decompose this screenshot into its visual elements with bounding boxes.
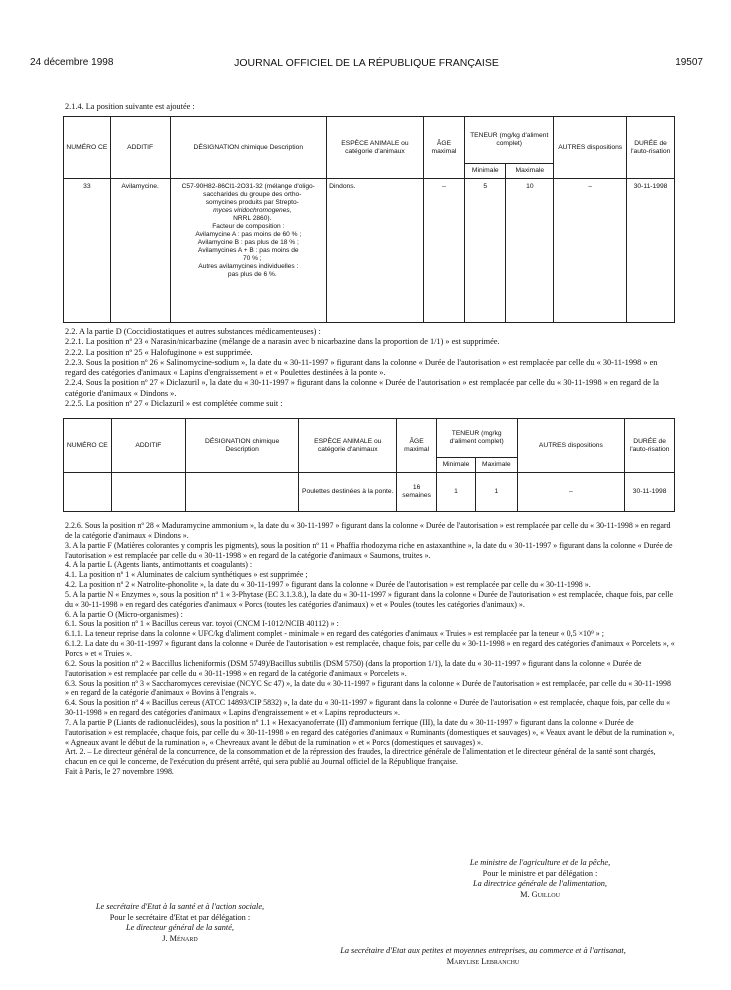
cell-min: 1 [436,473,475,512]
th-espece: ESPÈCE ANIMALE ou catégorie d'animaux [327,117,424,179]
desc-line: saccharides du groupe des ortho- [203,191,302,198]
para: 2.2.6. Sous la position nº 28 « Maduramycine ammonium », la date du « 30-11-1997 » figurant dans la colonne « Durée de l'autorisation » est remplacée par celle du « 30-11-1998 » en regard de la catégorie d'animaux « Dindons ». [65,521,671,540]
para: 6.3. Sous la position nº 3 « Saccharomyces cerevisiae (NCYC Sc 47) », la date du « 30-11-1997 » figurant dans la colonne « Durée de l'autorisation » est remplacée, par celle du « 30-11-1998 » en regard de la catégorie d'animaux « Bovins à l'engrais ». [65,678,671,698]
sig-role: La directrice générale de l'alimentation, [473,879,607,888]
para: Art. 2. – Le directeur général de la concurrence, de la consommation et de la répression des fraudes, la directrice générale de l'alimentation et le directeur général de la santé sont chargés, chacun en ce qui le concerne, de l'exécution du présent arrêté, qui sera publié au Journal officiel de la République française. [65,747,656,767]
signature-sante [40,902,320,944]
para: 4. A la partie L (Agents liants, antimottants et coagulants) : [65,560,253,570]
intro-2-1-4: 2.1.4. La position suivante est ajoutée : [65,102,195,111]
cell-espece: Dindons. [327,179,424,323]
para: 6.1.2. La date du « 30-11-1997 » figurant dans la colonne « Durée de l'autorisation » est remplacée, chaque fois, par celle du « 30-11-1998 » en regard des catégories d'animaux « Porcelets », « Porcs » et « Truies ». [65,639,675,658]
cell-autres: – [554,179,627,323]
desc-line: Avilamycines A + B : pas moins de [198,247,299,254]
para: 2.2.4. Sous la position nº 27 « Diclazuril », la date du « 30-11-1997 » figurant dans la colonne « Durée de l'autorisation » est remplacée par celle du « 30-11-1998 » en regard de la catégorie d'animaux « Dindons ». [65,378,659,398]
sig-name: M. Guillou [520,889,560,899]
th-designation: DÉSIGNATION chimique Description [186,419,299,473]
signature-pme [268,946,698,967]
sig-title: La secrétaire d'Etat aux petites et moyennes entreprises, au commerce et à l'artisanat, [340,946,626,955]
cell-designation [186,473,299,512]
th-duree: DURÉE de l'auto-risation [627,117,675,179]
table-diclazuril [63,418,675,512]
cell-duree: 30-11-1998 [625,473,675,512]
header-date: 24 décembre 1998 [30,57,114,68]
para: 6.1. Sous la position nº 1 « Bacillus cereus var. toyoi (CNCM I-1012/NCIB 40112) » : [65,619,339,629]
th-numero: NUMÉRO CE [64,117,111,179]
desc-line: Avilamycine B : pas plus de 18 % ; [197,239,299,246]
para: 6. A la partie O (Micro-organismes) : [65,609,183,619]
para: 2.2.5. La position nº 27 « Diclazuril » est complétée comme suit : [65,399,283,409]
table-avilamycine [63,116,675,323]
sig-delegation: Pour le ministre et par délégation : [482,868,598,878]
para: 4.2. La position nº 2 « Natrolite-phonolite », la date du « 30-11-1997 » figurant dans la colonne « Durée de l'autorisation » est remplacée par celle du « 30-11-1998 ». [65,580,591,590]
cell-designation [170,179,327,323]
cell-age: – [423,179,464,323]
para: 2.2. A la partie D (Coccidiostatiques et autres substances médicamenteuses) : [65,327,321,336]
sig-role: Le directeur général de la santé, [126,923,234,932]
th-duree: DURÉE de l'auto-risation [625,419,675,473]
th-additif: ADDITIF [110,117,170,179]
th-maximale: Maximale [476,458,517,473]
para: 6.4. Sous la position nº 4 « Bacillus cereus (ATCC 14893/CIP 5832) », la date du « 30-11-1997 » figurant dans la colonne « Durée de l'autorisation » est remplacée, chaque fois, par celle du « 30-11-1998 » en regard des catégories d'animaux « Lapins d'engraissement » et « Lapins reproducteurs ». [65,698,671,718]
th-espece: ESPÈCE ANIMALE ou catégorie d'animaux [299,419,397,473]
th-minimale: Minimale [436,458,475,473]
cell-max: 10 [506,179,554,323]
cell-autres: – [517,473,625,512]
cell-min: 5 [465,179,506,323]
sig-title: Le secrétaire d'Etat à la santé et à l'action sociale, [95,902,265,911]
desc-line: myces viridochromogenes, [213,207,292,214]
page-header [30,57,703,71]
desc-line: somycines produits par Strepto- [205,199,299,206]
header-page-number: 19507 [675,57,703,68]
para: 4.1. La position nº 1 « Aluminates de calcium synthétiques » est supprimée ; [65,570,308,580]
th-autres: AUTRES dispositions [517,419,625,473]
sig-name: Marylise Lebranchu [446,956,520,966]
para: 6.1.1. La teneur reprise dans la colonne « UFC/kg d'aliment complet - minimale » en regard des catégories d'animaux « Truies » est remplacée par la teneur « 0,5 ×10⁹ » ; [65,629,604,639]
cell-additif [111,473,186,512]
desc-line: NRRL 2860). [233,215,272,222]
th-teneur: TENEUR (mg/kg d'aliment complet) [465,117,554,164]
th-autres: AUTRES dispositions [554,117,627,179]
paragraphs-2-2-6-to-art-2 [65,521,675,777]
cell-duree: 30-11-1998 [627,179,675,323]
cell-max: 1 [476,473,517,512]
desc-line: Autres avilamycines individuelles : [198,263,299,270]
desc-line: 70 % ; [242,255,262,262]
th-designation: DÉSIGNATION chimique Description [170,117,327,179]
cell-age: 16 semaines [397,473,436,512]
cell-espece: Poulettes destinées à la ponte. [299,473,397,512]
th-minimale: Minimale [465,164,506,179]
th-age: ÂGE maximal [423,117,464,179]
desc-line: C57-90H82-86Cl1-2O31-32 (mélange d'oligo- [181,183,315,190]
para: 6.2. Sous la position nº 2 « Baccillus licheniformis (DSM 5749)/Bacillus subtilis (DSM 5750) (dans la proportion 1/1), la date du « 30-11-1997 » figurant dans la colonne « Durée de l'autorisation » est remplacée par celle du « 30-11-1998 » en regard de la catégorie d'animaux « Porcelets ». [65,658,642,678]
th-maximale: Maximale [506,164,554,179]
th-age: ÂGE maximal [397,419,436,473]
para: 2.2.3. Sous la position nº 26 « Salinomycine-sodium », la date du « 30-11-1997 » figurant dans la colonne « Durée de l'autorisation » est remplacée par celle du « 30-11-1998 » en regard des catégories d'animaux « Lapins d'engraissement » et « Poulettes destinées à la ponte ». [65,357,658,378]
sig-delegation: Pour le secrétaire d'Etat et par délégation : [109,912,251,922]
para: 2.2.2. La position nº 25 « Halofuginone » est supprimée. [65,347,253,357]
th-teneur: TENEUR (mg/kg d'aliment complet) [436,419,517,458]
paragraphs-2-2 [65,327,675,409]
desc-line: pas plus de 6 %. [227,271,277,278]
cell-numero: 33 [64,179,111,323]
desc-line: Avilamycine A : pas moins de 60 % ; [195,231,302,238]
cell-numero [64,473,112,512]
desc-line: Facteur de composition : [212,223,285,230]
para: 5. A la partie N « Enzymes », sous la position nº 1 « 3-Phytase (EC 3.1.3.8.), la date du « 30-11-1997 » figurant dans la colonne « Durée de l'autorisation » est remplacée, chaque fois, par celle du « 30-11-1998 » en regard des catégories d'animaux « Porcs (toutes les catégories d'animaux) » et « Poules (toutes les catégories d'animaux) ». [65,589,674,609]
sig-name: J. Ménard [162,933,198,943]
header-journal-title: JOURNAL OFFICIEL DE LA RÉPUBLIQUE FRANÇAISE [234,57,499,69]
th-additif: ADDITIF [111,419,186,473]
para: 2.2.1. La position nº 23 « Narasin/nicarbazine (mélange de a narasin avec b nicarbazine dans la proportion de 1/1) » est supprimée. [65,337,500,347]
th-numero: NUMÉRO CE [64,419,112,473]
sig-title: Le ministre de l'agriculture et de la pêche, [469,858,611,867]
signing-place-date: Fait à Paris, le 27 novembre 1998. [65,767,174,777]
para: 3. A la partie F (Matières colorantes y compris les pigments), sous la position nº 11 « Phaffia rhodozyma riche en astaxanthine », la date du « 30-11-1997 » figurant dans la colonne « Durée de l'autorisation » est remplacée par celle du « 30-11-1998 » en regard de la catégorie d'animaux « Saumons, truites ». [65,540,673,560]
signature-agriculture [395,858,685,900]
para: 7. A la partie P (Liants de radionucléides), sous la position nº 1.1 « Hexacyanoferrate (II) d'ammonium ferrique (III), la date du « 30-11-1997 » figurant dans la colonne « Durée de l'autorisation » est remplacée, chaque fois, par celle du « 30-11-1998 » en regard des catégories d'animaux « Ruminants (domestiques et sauvages) », « Veaux avant le début de la rumination », « Agneaux avant le début de la rumination », « Chevreaux avant le début de la rumination » et « Porcs (domestiques et sauvages) ». [65,717,675,747]
cell-additif: Avilamycine. [110,179,170,323]
